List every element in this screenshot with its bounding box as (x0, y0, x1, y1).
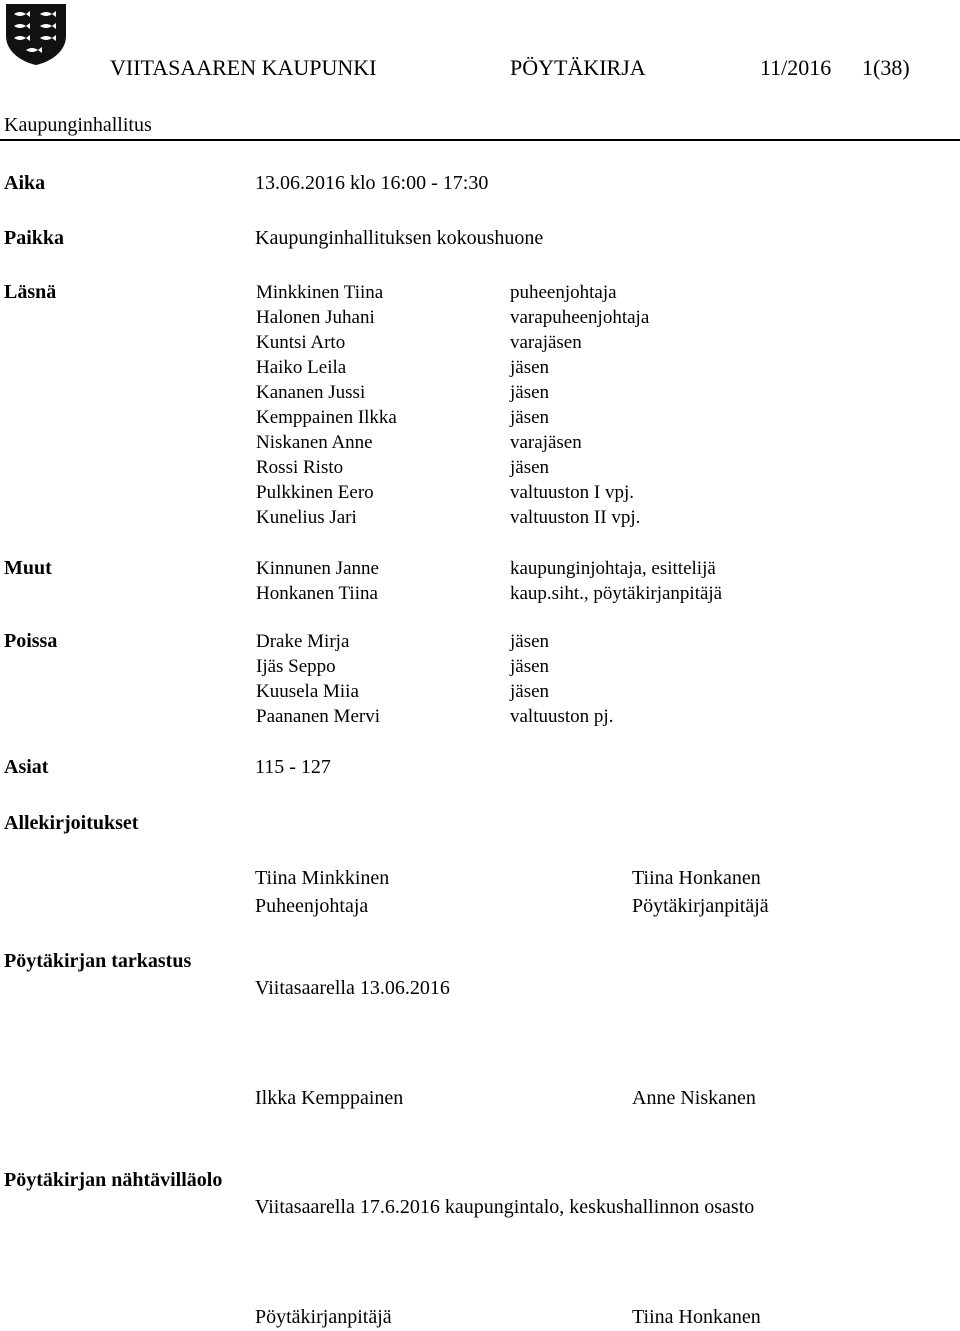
nahtavillaolo-label: Pöytäkirjan nähtävilläolo (4, 1169, 223, 1191)
poissa-names (256, 629, 380, 729)
list-item-role: valtuuston II vpj. (510, 507, 641, 528)
chair-name: Tiina Minkkinen (255, 867, 390, 889)
tarkastus-label: Pöytäkirjan tarkastus (4, 950, 192, 972)
list-item-role: kaupunginjohtaja, esittelijä (510, 558, 716, 579)
org-name: VIITASAAREN KAUPUNKI (110, 55, 377, 80)
list-item: Paananen Mervi (256, 706, 380, 727)
list-item: Pulkkinen Eero (256, 482, 374, 503)
coat-of-arms-logo (4, 2, 68, 66)
nahtavillaolo-right: Tiina Honkanen (632, 1306, 761, 1328)
chair-title: Puheenjohtaja (255, 895, 369, 917)
list-item-role: jäsen (510, 631, 550, 652)
body-name: Kaupunginhallitus (4, 114, 152, 136)
asiat-label: Asiat (4, 756, 49, 778)
list-item-role: jäsen (510, 407, 550, 428)
list-item: Haiko Leila (256, 357, 347, 378)
lasna-names (256, 280, 397, 530)
document-number: 11/2016 (760, 55, 832, 80)
muut-roles (510, 556, 722, 606)
list-item-role: jäsen (510, 457, 550, 478)
list-item-role: varajäsen (510, 432, 582, 453)
list-item-role: varajäsen (510, 332, 582, 353)
examiner-left: Ilkka Kemppainen (255, 1087, 404, 1109)
paikka-label: Paikka (4, 227, 65, 249)
poissa-label: Poissa (4, 630, 58, 652)
nahtavillaolo-text: Viitasaarella 17.6.2016 kaupungintalo, keskushallinnon osasto (255, 1196, 755, 1218)
allekirjoitukset-label: Allekirjoitukset (4, 812, 139, 834)
list-item: Kuntsi Arto (256, 332, 346, 353)
list-item: Ijäs Seppo (256, 656, 336, 677)
muut-label: Muut (4, 557, 52, 579)
tarkastus-place-date: Viitasaarella 13.06.2016 (255, 977, 450, 999)
list-item: Rossi Risto (256, 457, 344, 478)
page-number: 1(38) (862, 55, 910, 80)
aika-label: Aika (4, 172, 46, 194)
nahtavillaolo-left: Pöytäkirjanpitäjä (255, 1306, 392, 1328)
secretary-title: Pöytäkirjanpitäjä (632, 895, 769, 917)
list-item: Niskanen Anne (256, 432, 373, 453)
list-item: Kananen Jussi (256, 382, 366, 403)
list-item: Kunelius Jari (256, 507, 357, 528)
list-item-role: valtuuston I vpj. (510, 482, 635, 503)
list-item-role: jäsen (510, 656, 550, 677)
aika-value: 13.06.2016 klo 16:00 - 17:30 (255, 172, 489, 194)
list-item-role: varapuheenjohtaja (510, 307, 650, 328)
asiat-value: 115 - 127 (255, 756, 331, 778)
muut-names (256, 556, 379, 606)
list-item: Kuusela Miia (256, 681, 359, 702)
poissa-roles (510, 629, 613, 729)
paikka-value: Kaupunginhallituksen kokoushuone (255, 227, 544, 249)
list-item: Kinnunen Janne (256, 558, 379, 579)
list-item-role: jäsen (510, 681, 550, 702)
lasna-label: Läsnä (4, 281, 57, 303)
list-item: Kemppainen Ilkka (256, 407, 397, 428)
list-item-role: valtuuston pj. (510, 706, 614, 727)
header-divider (0, 139, 960, 141)
lasna-roles (510, 280, 649, 530)
list-item: Halonen Juhani (256, 307, 375, 328)
list-item: Honkanen Tiina (256, 583, 378, 604)
secretary-name: Tiina Honkanen (632, 867, 761, 889)
list-item: Drake Mirja (256, 631, 350, 652)
examiner-right: Anne Niskanen (632, 1087, 756, 1109)
list-item-role: jäsen (510, 382, 550, 403)
list-item-role: puheenjohtaja (510, 282, 617, 303)
list-item-role: kaup.siht., pöytäkirjanpitäjä (510, 583, 723, 604)
document-type: PÖYTÄKIRJA (510, 55, 646, 80)
list-item: Minkkinen Tiina (256, 282, 384, 303)
list-item-role: jäsen (510, 357, 550, 378)
